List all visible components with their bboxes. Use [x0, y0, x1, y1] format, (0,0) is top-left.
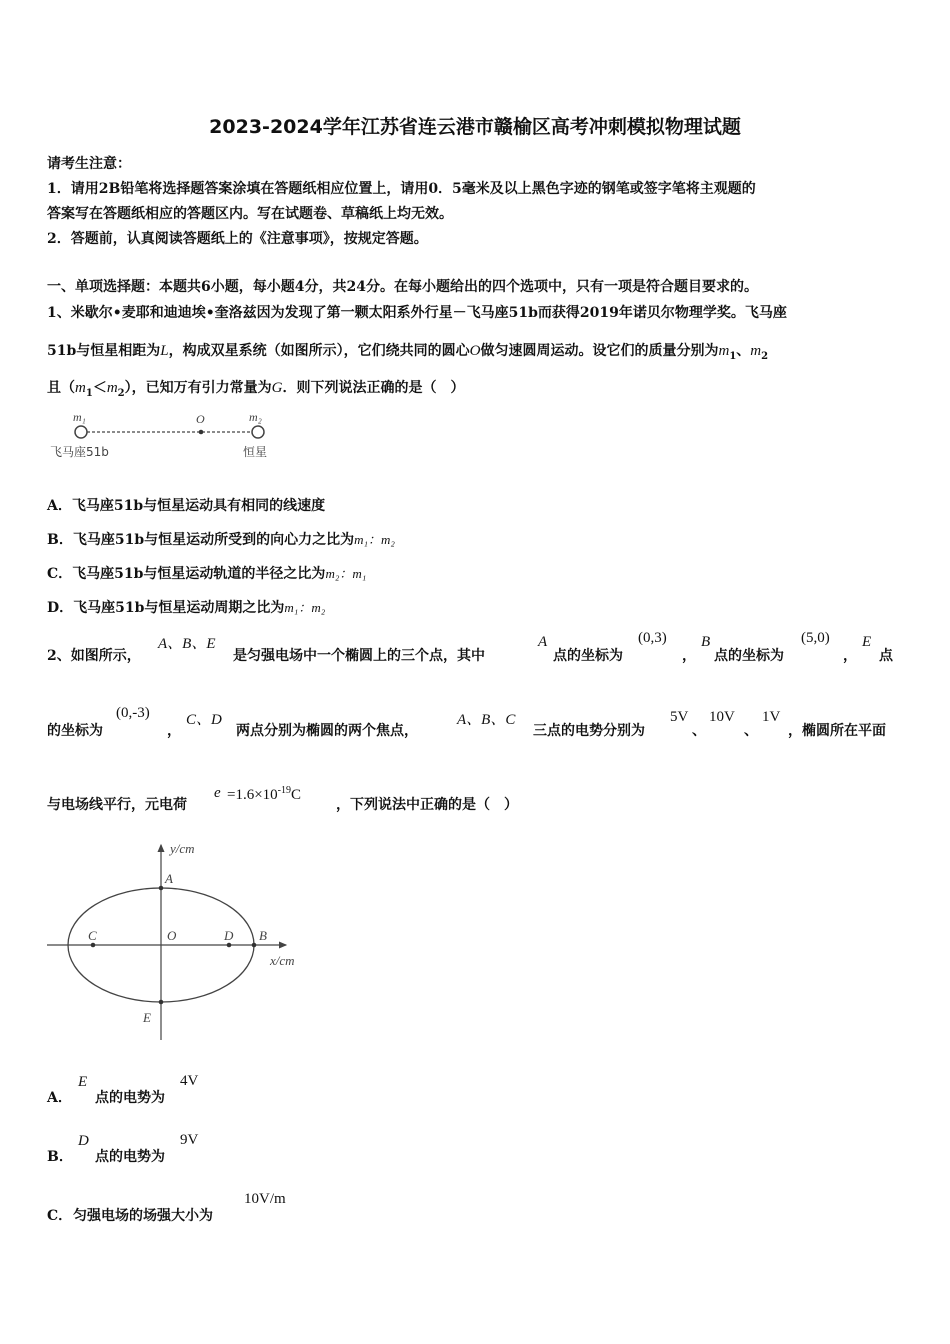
q1-star-circle — [252, 426, 264, 438]
q1-option-d — [47, 597, 325, 617]
option-ratio: m₁：m₂ — [354, 532, 395, 547]
q2-var-e: E — [862, 634, 872, 650]
q1-binary-star-figure — [44, 406, 294, 464]
q2-option-c-key: C． — [47, 1208, 73, 1224]
q2-text-3: 点的坐标为 — [714, 648, 784, 664]
q1-m1: m — [75, 380, 86, 396]
point-d — [227, 943, 232, 948]
option-ratio: m₁：m₂ — [284, 600, 326, 615]
label-o: O — [167, 928, 177, 943]
point-c — [91, 943, 96, 948]
q2-comma: ， — [682, 648, 696, 664]
q1-var-L: L — [160, 343, 169, 359]
q1-var-G: G — [271, 380, 283, 396]
q2-option-b-key: B． — [47, 1149, 73, 1165]
q2-option-a-key: A． — [47, 1090, 72, 1106]
q1-text: ．则下列说法正确的是（ ） — [282, 380, 465, 396]
q1-sep: 、 — [736, 343, 751, 359]
option-key: C． — [47, 566, 73, 582]
option-text: 飞马座51b与恒星运动周期之比为 — [73, 600, 285, 616]
q2-charge-mantissa: =1.6×10 — [227, 787, 278, 803]
q1-line-3 — [47, 377, 464, 399]
label-e: E — [143, 1010, 151, 1025]
option-key: B． — [47, 532, 73, 548]
q2-coord-b: (5,0) — [801, 630, 830, 646]
q1-line-1: 1、米歇尔•麦耶和迪迪埃•奎洛兹因为发现了第一颗太阳系外行星－飞马座51b而获得2019年诺贝尔物理学奖。飞马座 — [47, 305, 787, 321]
q1-m2-sub: 2 — [761, 350, 769, 362]
q1-fig-label-star: 恒星 — [243, 445, 268, 459]
q2-text-6: 两点分别为椭圆的两个焦点， — [236, 723, 418, 739]
notice-line-1a: 1．请用2B铅笔将选择题答案涂填在答题纸相应位置上，请用0．5毫米及以上黑色字迹的钢笔或签字笔将主观题的 — [47, 181, 756, 197]
q2-option-b-text: 点的电势为 — [95, 1149, 165, 1165]
q1-text: 做匀速圆周运动。设它们的质量分别为 — [480, 343, 719, 359]
q2-text-7: 三点的电势分别为 — [533, 723, 645, 739]
notice-line-2: 2．答题前，认真阅读答题纸上的《注意事项》，按规定答题。 — [47, 231, 428, 247]
point-a — [159, 886, 164, 891]
point-e — [159, 1000, 164, 1005]
q1-fig-label-o: O — [196, 412, 205, 426]
notice-line-1b: 答案写在答题纸相应的答题区内。写在试题卷、草稿纸上均无效。 — [47, 206, 453, 222]
q2-coord-e: (0,-3) — [116, 705, 150, 721]
notice-heading: 请考生注意： — [47, 156, 131, 172]
q2-abe: A、B、E — [158, 636, 216, 652]
q2-potential-2: 10V — [709, 709, 735, 725]
q1-m2: m — [106, 380, 118, 396]
section-heading: 一、单项选择题：本题共6小题，每小题4分，共24分。在每小题给出的四个选项中，只有一项是符合题目要求的。 — [47, 279, 758, 295]
option-text: 飞马座51b与恒星运动轨道的半径之比为 — [72, 566, 326, 582]
q2-ellipse-figure — [40, 835, 310, 1045]
q2-text-8: ，椭圆所在平面 — [788, 723, 886, 739]
q2-charge-unit: C — [291, 787, 302, 803]
q1-planet-circle — [75, 426, 87, 438]
x-axis-label: x/cm — [270, 953, 295, 968]
q2-potential-1: 5V — [670, 709, 689, 725]
q2-var-a: A — [538, 634, 548, 650]
q1-var-O: O — [469, 343, 481, 359]
q2-num: 2、如图所示， — [47, 648, 141, 664]
q2-charge-value — [227, 785, 301, 804]
option-text: 飞马座51b与恒星运动具有相同的线速度 — [71, 498, 326, 514]
q1-line-2 — [47, 340, 768, 362]
q2-option-b-value: 9V — [180, 1132, 199, 1148]
label-a: A — [165, 871, 173, 886]
q1-m2: m — [750, 343, 762, 359]
q1-lt: ＜ — [92, 380, 107, 396]
q1-option-a — [47, 495, 325, 515]
q2-text-10: ，下列说法中正确的是（ ） — [336, 797, 518, 813]
q2-var-b: B — [701, 634, 711, 650]
point-b — [252, 943, 257, 948]
option-text: 飞马座51b与恒星运动所受到的向心力之比为 — [72, 532, 355, 548]
q2-text-5: 的坐标为 — [47, 723, 103, 739]
q1-text: ，构成双星系统（如图所示），它们绕共同的圆心 — [168, 343, 470, 359]
q1-m1-sub: 1 — [729, 350, 737, 362]
q1-center-dot — [199, 430, 204, 435]
q2-option-a-var: E — [78, 1074, 88, 1090]
q2-option-c-value: 10V/m — [244, 1191, 286, 1207]
q2-abc: A、B、C — [457, 712, 516, 728]
q2-charge-exponent: -19 — [277, 785, 292, 796]
q2-option-a-text: 点的电势为 — [95, 1090, 165, 1106]
q1-fig-label-m1: m₁ — [73, 410, 86, 424]
option-ratio: m₂：m₁ — [325, 566, 367, 581]
q2-option-c-text: 匀强电场的场强大小为 — [73, 1208, 213, 1224]
q2-text-9: 与电场线平行，元电荷 — [47, 797, 187, 813]
q2-text-4: 点 — [879, 648, 893, 664]
q2-cd: C、D — [186, 712, 222, 728]
page-title: 2023-2024学年江苏省连云港市赣榆区高考冲刺模拟物理试题 — [209, 116, 741, 138]
q2-potential-3: 1V — [762, 709, 781, 725]
label-c: C — [88, 928, 97, 943]
option-key: D． — [47, 600, 74, 616]
q2-text-2: 点的坐标为 — [553, 648, 623, 664]
q1-option-c — [47, 563, 366, 583]
q1-m1-sub: 1 — [85, 387, 93, 399]
q1-text: 且（ — [47, 380, 75, 396]
q2-text-1: 是匀强电场中一个椭圆上的三个点，其中 — [233, 648, 485, 664]
q2-sep: 、 — [692, 723, 706, 739]
q2-sep: 、 — [744, 723, 758, 739]
q2-comma: ， — [167, 723, 181, 739]
q1-fig-label-planet: 飞马座51b — [50, 445, 109, 459]
q1-text: 51b与恒星相距为 — [47, 343, 161, 359]
q2-option-a-value: 4V — [180, 1073, 199, 1089]
q2-coord-a: (0,3) — [638, 630, 667, 646]
q1-text: ），已知万有引力常量为 — [124, 380, 272, 396]
q2-var-e-charge: e — [214, 785, 221, 801]
q1-option-b — [47, 529, 395, 549]
label-b: B — [259, 928, 267, 943]
option-key: A． — [47, 498, 72, 514]
y-axis-label: y/cm — [170, 841, 195, 856]
q1-fig-label-m2: m₂ — [249, 410, 262, 424]
q2-option-b-var: D — [78, 1133, 89, 1149]
q1-m2-sub: 2 — [117, 387, 125, 399]
q2-comma: ， — [843, 648, 857, 664]
q1-m1: m — [718, 343, 730, 359]
label-d: D — [224, 928, 234, 943]
